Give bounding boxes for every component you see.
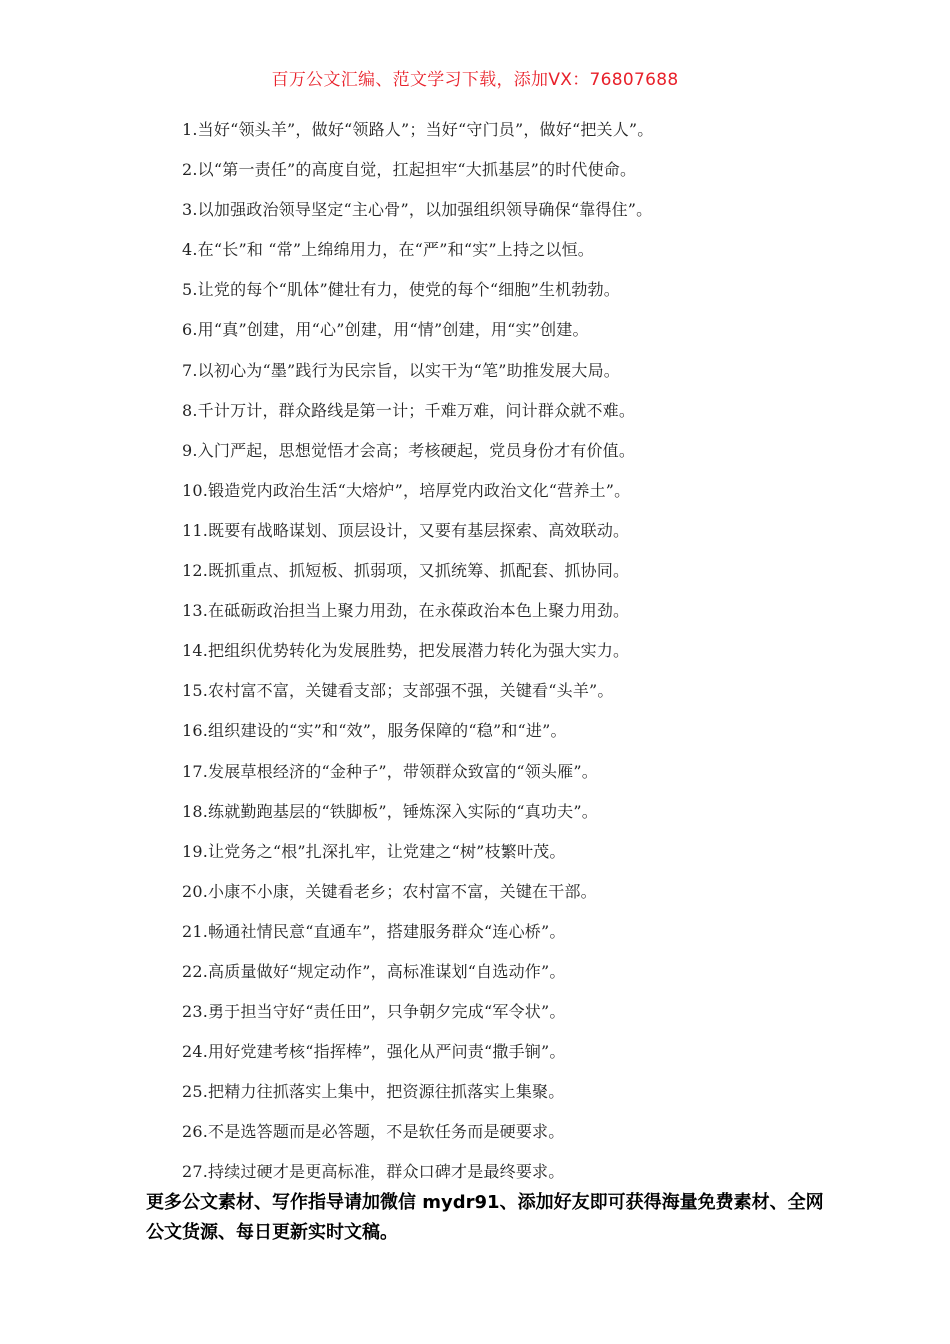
header-banner: 百万公文汇编、范文学习下载，添加VX：76807688	[271, 70, 679, 90]
list-item: 18.练就勤跑基层的“铁脚板”，锤炼深入实际的“真功夫”。	[182, 801, 598, 821]
list-item: 26.不是选答题而是必答题，不是软任务而是硬要求。	[182, 1122, 565, 1142]
list-item: 5.让党的每个“肌体”健壮有力，使党的每个“细胞”生机勃勃。	[182, 280, 620, 300]
list-item: 20.小康不小康，关键看老乡；农村富不富，关键在干部。	[182, 881, 597, 901]
list-item: 4.在“长”和 “常”上绵绵用力，在“严”和“实”上持之以恒。	[182, 240, 594, 260]
list-item: 9.入门严起，思想觉悟才会高；考核硬起，党员身份才有价值。	[182, 440, 636, 460]
list-item: 13.在砥砺政治担当上聚力用劲，在永葆政治本色上聚力用劲。	[182, 601, 630, 621]
list-item: 14.把组织优势转化为发展胜势，把发展潜力转化为强大实力。	[182, 641, 630, 661]
list-item: 27.持续过硬才是更高标准，群众口碑才是最终要求。	[182, 1162, 565, 1182]
list-item: 23.勇于担当守好“责任田”，只争朝夕完成“军令状”。	[182, 1002, 566, 1022]
list-item: 3.以加强政治领导坚定“主心骨”，以加强组织领导确保“靠得住”。	[182, 200, 653, 220]
list-item: 2.以“第一责任”的高度自觉，扛起担牢“大抓基层”的时代使命。	[182, 160, 637, 180]
list-item: 21.畅通社情民意“直通车”，搭建服务群众“连心桥”。	[182, 921, 566, 941]
list-item: 1.当好“领头羊”，做好“领路人”；当好“守门员”，做好“把关人”。	[182, 120, 654, 139]
slogan-list	[182, 115, 922, 1198]
list-item: 17.发展草根经济的“金种子”，带领群众致富的“领头雁”。	[182, 761, 598, 781]
list-item: 7.以初心为“墨”践行为民宗旨，以实干为“笔”助推发展大局。	[182, 360, 620, 380]
list-item: 12.既抓重点、抓短板、抓弱项，又抓统筹、抓配套、抓协同。	[182, 561, 630, 581]
list-item: 8.千计万计，群众路线是第一计；千难万难，问计群众就不难。	[182, 400, 636, 420]
footer-note: 更多公文素材、写作指导请加微信 mydr91、添加好友即可获得海量免费素材、全网公文货源、每日更新实时文稿。	[146, 1192, 824, 1243]
list-item: 16.组织建设的“实”和“效”，服务保障的“稳”和“进”。	[182, 721, 567, 741]
list-item: 10.锻造党内政治生活“大熔炉”，培厚党内政治文化“营养土”。	[182, 480, 631, 500]
list-item: 19.让党务之“根”扎深扎牢，让党建之“树”枝繁叶茂。	[182, 841, 566, 861]
list-item: 15.农村富不富，关键看支部；支部强不强，关键看“头羊”。	[182, 681, 614, 701]
list-item: 22.高质量做好“规定动作”，高标准谋划“自选动作”。	[182, 961, 566, 981]
list-item: 25.把精力往抓落实上集中，把资源往抓落实上集聚。	[182, 1082, 565, 1102]
list-item: 11.既要有战略谋划、顶层设计，又要有基层探索、高效联动。	[182, 520, 630, 540]
list-item: 24.用好党建考核“指挥棒”，强化从严问责“撒手锏”。	[182, 1042, 566, 1062]
list-item: 6.用“真”创建，用“心”创建，用“情”创建，用“实”创建。	[182, 320, 589, 340]
